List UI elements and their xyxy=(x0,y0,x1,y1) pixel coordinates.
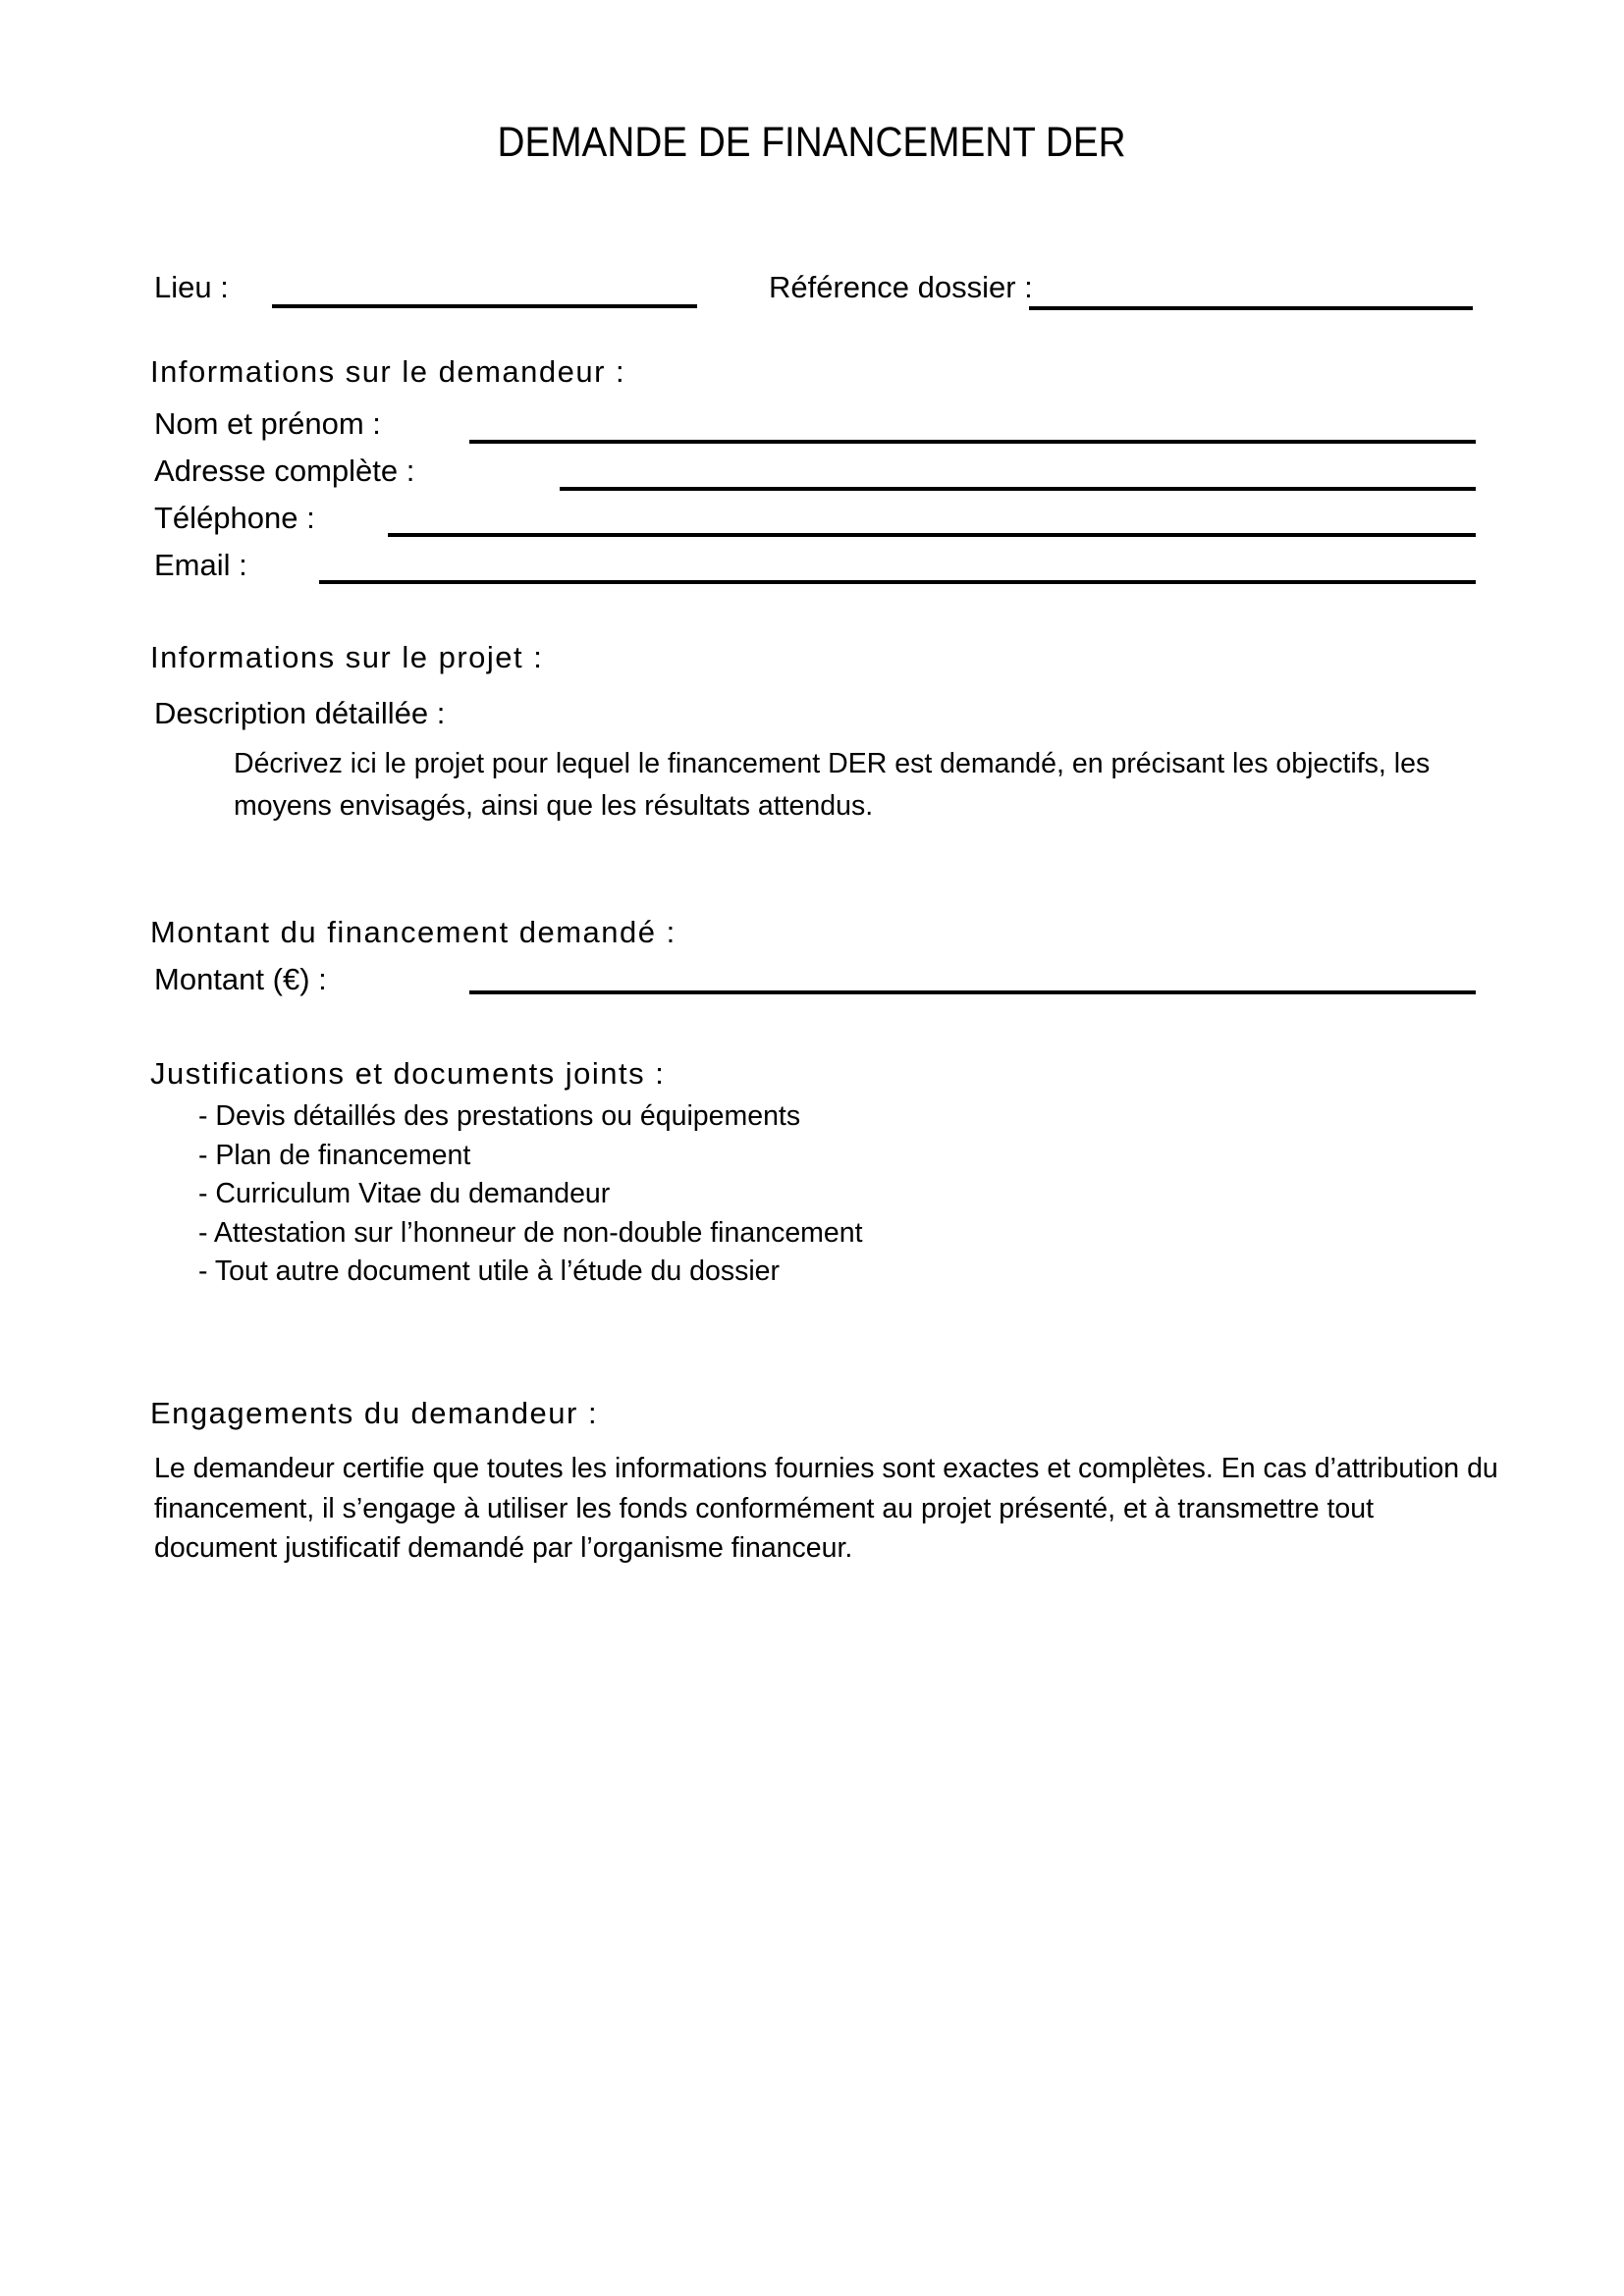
document-list-item: - Devis détaillés des prestations ou équipements xyxy=(198,1100,801,1132)
document-list-item: - Curriculum Vitae du demandeur xyxy=(198,1178,611,1209)
email-fill-line[interactable] xyxy=(319,580,1476,584)
commitment-line: document justificatif demandé par l’organisme financeur. xyxy=(154,1532,853,1564)
page-title xyxy=(0,120,1624,166)
amount-fill-line[interactable] xyxy=(469,990,1476,994)
document-list-item: - Plan de financement xyxy=(198,1139,471,1171)
document-list-item: - Tout autre document utile à l’étude du dossier xyxy=(198,1255,781,1287)
commitment-line: financement, il s’engage à utiliser les fonds conformément au projet présenté, et à transmettre tout xyxy=(154,1492,1375,1524)
address-fill-line[interactable] xyxy=(560,487,1476,491)
address-label: Adresse complète : xyxy=(154,454,415,488)
project-info-heading: Informations sur le projet : xyxy=(150,640,544,674)
commitments-paragraph xyxy=(154,1449,1498,1569)
reference-dossier-label: Référence dossier : xyxy=(769,270,1033,304)
email-label: Email : xyxy=(154,548,247,582)
page-title-text: DEMANDE DE FINANCEMENT DER xyxy=(497,119,1127,166)
name-label: Nom et prénom : xyxy=(154,406,381,441)
commitments-heading: Engagements du demandeur : xyxy=(150,1396,599,1430)
document-list-item: - Attestation sur l’honneur de non-double financement xyxy=(198,1216,863,1249)
document-list xyxy=(198,1097,863,1292)
phone-fill-line[interactable] xyxy=(388,533,1476,537)
phone-label: Téléphone : xyxy=(154,501,315,535)
lieu-label: Lieu : xyxy=(154,270,229,304)
lieu-fill-line[interactable] xyxy=(272,304,697,308)
applicant-info-heading: Informations sur le demandeur : xyxy=(150,354,626,389)
amount-heading: Montant du financement demandé : xyxy=(150,915,677,949)
description-line: moyens envisagés, ainsi que les résultats attendus. xyxy=(234,790,874,822)
commitment-line: Le demandeur certifie que toutes les informations fournies sont exactes et complètes. En cas d’attribution du xyxy=(154,1453,1498,1484)
name-fill-line[interactable] xyxy=(469,440,1476,444)
documents-heading: Justifications et documents joints : xyxy=(150,1056,666,1091)
description-line: Décrivez ici le projet pour lequel le financement DER est demandé, en précisant les objectifs, les xyxy=(234,748,1431,779)
reference-dossier-fill-line[interactable] xyxy=(1029,306,1473,310)
description-label: Description détaillée : xyxy=(154,696,446,730)
description-helper-text xyxy=(234,743,1430,828)
amount-label: Montant (€) : xyxy=(154,962,327,996)
